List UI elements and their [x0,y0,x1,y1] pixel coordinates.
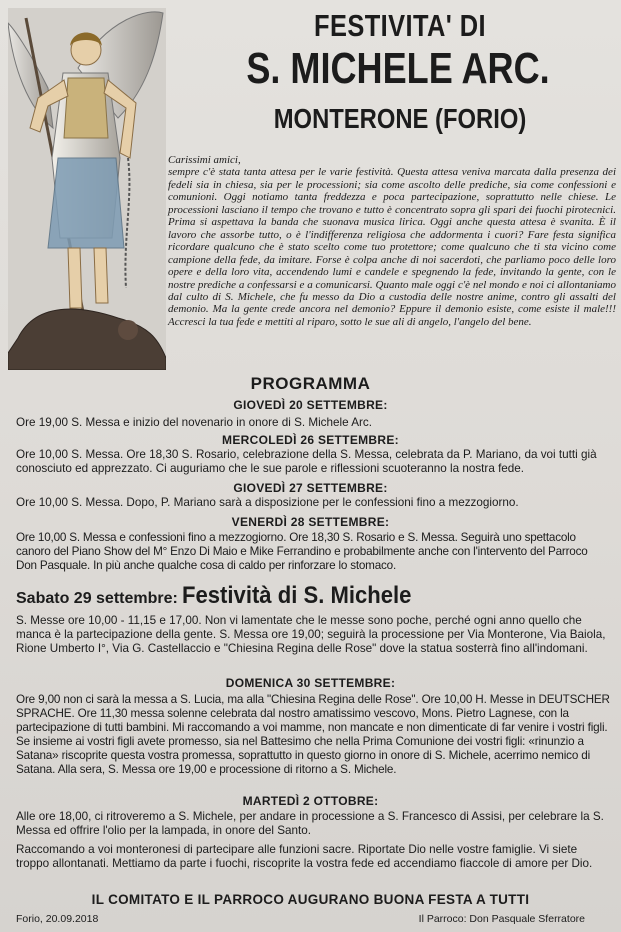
day-heading: GIOVEDÌ 27 SETTEMBRE: [233,481,388,495]
title-line-2: S. MICHELE ARC. [246,44,550,93]
closing-greeting: IL COMITATO E IL PARROCO AUGURANO BUONA FESTA A TUTTI [91,892,530,907]
letter-body: sempre c'è stata tanta attesa per le varie festività. Questa attesa veniva marcata dalla presenza dei fedeli sia in chiesa, sia per le processioni; sia come ascolto delle prediche, sia come confessioni e comunioni. Oggi notiamo tanta freddezza e poca partecipazione, soprattutto nelle chiese. Le processioni lasciano il tempo che trovano e tutto è concentrato sopra gli spari dei fuochi pirotecnici. Prima si aspettava la banda che suonava musica lirica. Oggi anche questa attesa è svanita. È il lavoro che assorbe tutto, o è l'indifferenza religiosa che addormenta i cuori? Fare festa significa ricordare qualcuno che è stato scelto come tuo protettore; come qualcuno che ti sta vicino come campione della fede, da imitare. Forse è colpa anche di noi sacerdoti, che parliamo poco delle loro opere e della loro vita, accendendo lumi e candele e spegnendo la fede, invitando la gente, con le nostre prediche a confessarsi e a comunicarsi. Quanto male oggi c'è nel mondo e noi ci allontaniamo dal culto di S. Michele, che fu messo da Dio a custodia delle nostre anime, contro gli assalti del demonio. Ma la gente crede ancora nel demonio? Eppure il demonio esiste, come esiste il male!!! Accresci la tua fede e mettiti al riparo, sotto le sue ali di angelo, l'angelo del bene. [168,166,616,328]
footer-signature: Il Parroco: Don Pasquale Sferratore [418,913,585,925]
title-line-1: FESTIVITA' DI [314,8,486,43]
letter-greeting: Carissimi amici, [168,154,241,166]
priest-letter [168,154,616,328]
sabato-date: Sabato 29 settembre: [16,590,178,607]
day-text: Ore 10,00 S. Messa. Dopo, P. Mariano sarà a disposizione per le confessioni fino a mezzogiorno. [16,496,519,509]
day-heading: GIOVEDÌ 20 SETTEMBRE: [233,398,388,412]
sabato-heading [16,582,616,610]
martedi-text-2: Raccomando a voi monteronesi di partecipare alle funzioni sacre. Riportate Dio nelle vostre famiglie. Vi siete troppo allontanati. Mettiamo da parte i fuochi, riscoprite la vostra fede ed accendiamo fiaccole di amore per Dio. [16,843,593,870]
day-heading: MERCOLEDÌ 26 SETTEMBRE: [222,433,399,447]
domenica-heading: DOMENICA 30 SETTEMBRE: [225,676,396,690]
martedi-text-1: Alle ore 18,00, ci ritroveremo a S. Michele, per andare in processione a S. Francesco di Assisi, per celebrare la S. Messa ed offrire l'olio per la lampada, in onore del Santo. [16,810,604,837]
day-heading: VENERDÌ 28 SETTEMBRE: [231,515,390,529]
title-line-3: MONTERONE (FORIO) [273,103,527,134]
saint-michael-statue-icon [8,8,166,370]
martedi-heading: MARTEDÌ 2 OTTOBRE: [242,794,379,808]
footer-date: Forio, 20.09.2018 [16,913,99,925]
day-text: Ore 10,00 S. Messa. Ore 18,30 S. Rosario, celebrazione della S. Messa, celebrata da P. Mariano, da voi tutti già conosciuto ed apprezzato. Ci auguriamo che le sue parole e riflessioni scuoteranno la nostra fede. [16,448,597,475]
sabato-text: S. Messe ore 10,00 - 11,15 e 17,00. Non vi lamentate che le messe sono poche, perché ogni anno quello che manca è la partecipazione della gente. S. Messa ore 19,00; seguirà la processione per Via Monterone, Via Baiola, Rione Umberto I°, Via G. Castellaccio e "Chiesina Regina delle Rose" dove la statua sosterrà fino all'indomani. [16,614,606,655]
day-text: Ore 10,00 S. Messa e confessioni fino a mezzogiorno. Ore 18,30 S. Rosario e S. Messa. Seguirà uno spettacolo canoro del Piano Show del M° Enzo Di Maio e Mike Ferrandino e probabilmente anche con l'intervento del Parroco Don Pasquale. In più anche qualche cosa di caldo per rinforzare lo stomaco. [16,531,588,572]
sabato-festa: Festività di S. Michele [182,582,412,609]
domenica-text: Ore 9,00 non ci sarà la messa a S. Lucia, ma alla "Chiesina Regina delle Rose". Ore 10,00 H. Messe in DEUTSCHER SPRACHE. Ore 11,30 messa solenne celebrata dal nostro amatissimo vescovo, Mons. Pietro Lagnese, con la partecipazione di tutti bambini. Mi raccomando a voi mamme, non mancate e non dimenticate di far venire i vostri figli. Se insieme ai vostri figli avete promesso, sia nel Battesimo che nella Prima Comunione dei vostri figli: «rinunzio a Satana» riscoprite questa vostra promessa, soprattutto in questo giorno in onore di S. Michele, acerrimo nemico di Satana. Alla sera, S. Messa ore 19,00 e processione di ritorno a S. Michele. [16,693,610,776]
day-text: Ore 19,00 S. Messa e inizio del novenario in onore di S. Michele Arc. [16,416,373,429]
programma-title: PROGRAMMA [250,374,371,393]
